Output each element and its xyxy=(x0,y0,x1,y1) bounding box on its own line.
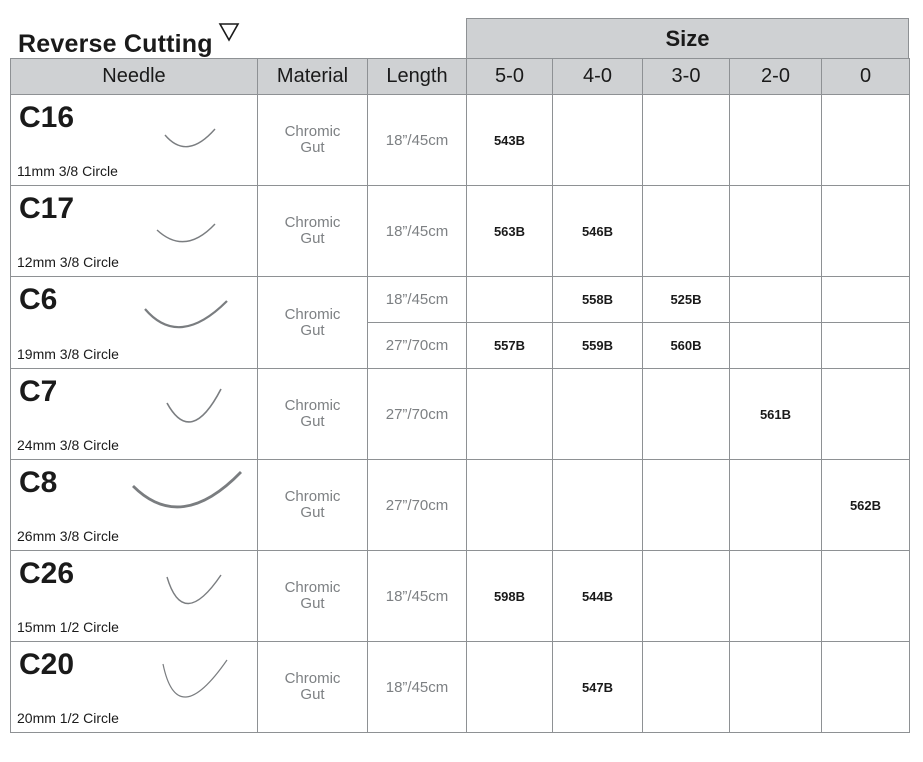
product-code-cell xyxy=(730,642,822,733)
table-row xyxy=(11,369,910,460)
table-row xyxy=(11,186,910,277)
title-text: Reverse Cutting xyxy=(18,30,213,58)
needle-cell xyxy=(11,186,258,277)
needle-spec: 24mm 3/8 Circle xyxy=(17,437,119,453)
product-code-cell: 546B xyxy=(553,186,643,277)
product-code-cell xyxy=(730,323,822,369)
length-cell: 27”/70cm xyxy=(368,460,467,551)
product-code-cell: 558B xyxy=(553,277,643,323)
product-code-cell: 598B xyxy=(467,551,553,642)
product-code-cell: 557B xyxy=(467,323,553,369)
needle-curve-icon xyxy=(161,569,227,613)
table-row xyxy=(11,551,910,642)
length-cell: 18”/45cm xyxy=(368,95,467,186)
needle-curve-icon xyxy=(161,385,227,431)
product-code-cell xyxy=(822,95,910,186)
product-code-cell: 547B xyxy=(553,642,643,733)
column-header-size: 3-0 xyxy=(643,59,730,95)
needle-code: C7 xyxy=(19,375,58,408)
section-title xyxy=(18,30,213,59)
product-code-cell xyxy=(467,277,553,323)
product-code-cell xyxy=(467,642,553,733)
product-code-cell xyxy=(643,95,730,186)
needle-curve-icon xyxy=(139,295,233,337)
product-code-cell: 563B xyxy=(467,186,553,277)
column-header-material: Material xyxy=(258,59,368,95)
product-code-cell xyxy=(553,460,643,551)
length-cell: 27”/70cm xyxy=(368,369,467,460)
material-cell: Chromic Gut xyxy=(258,551,368,642)
needle-spec: 12mm 3/8 Circle xyxy=(17,254,119,270)
needle-spec: 15mm 1/2 Circle xyxy=(17,619,119,635)
needle-cell xyxy=(11,95,258,186)
product-code-cell xyxy=(822,277,910,323)
needle-curve-icon xyxy=(157,656,233,706)
column-header-length: Length xyxy=(368,59,467,95)
needle-curve-icon xyxy=(159,123,221,155)
column-header-size: 0 xyxy=(822,59,910,95)
material-cell: Chromic Gut xyxy=(258,186,368,277)
product-code-cell: 525B xyxy=(643,277,730,323)
table-row xyxy=(11,277,910,323)
needle-cell xyxy=(11,642,258,733)
product-code-cell xyxy=(822,323,910,369)
length-cell: 27”/70cm xyxy=(368,323,467,369)
needle-code: C26 xyxy=(19,557,75,590)
length-cell: 18”/45cm xyxy=(368,551,467,642)
needle-spec: 26mm 3/8 Circle xyxy=(17,528,119,544)
product-code-cell xyxy=(730,186,822,277)
needle-code: C16 xyxy=(19,101,75,134)
size-header xyxy=(466,18,909,58)
product-code-cell xyxy=(553,95,643,186)
product-code-cell xyxy=(730,277,822,323)
needle-spec: 20mm 1/2 Circle xyxy=(17,710,119,726)
product-code-cell xyxy=(822,186,910,277)
column-header-size: 5-0 xyxy=(467,59,553,95)
column-header-needle: Needle xyxy=(11,59,258,95)
product-code-cell: 561B xyxy=(730,369,822,460)
material-cell: Chromic Gut xyxy=(258,95,368,186)
product-code-cell: 543B xyxy=(467,95,553,186)
product-table xyxy=(10,58,910,733)
product-code-cell xyxy=(643,551,730,642)
length-cell: 18”/45cm xyxy=(368,186,467,277)
product-code-cell xyxy=(730,460,822,551)
product-code-cell xyxy=(467,460,553,551)
needle-code: C17 xyxy=(19,192,75,225)
needle-spec: 11mm 3/8 Circle xyxy=(17,163,118,179)
material-cell: Chromic Gut xyxy=(258,460,368,551)
needle-cell xyxy=(11,551,258,642)
product-code-cell xyxy=(643,460,730,551)
column-header-size: 4-0 xyxy=(553,59,643,95)
length-cell: 18”/45cm xyxy=(368,277,467,323)
product-code-cell: 544B xyxy=(553,551,643,642)
needle-code: C8 xyxy=(19,466,58,499)
product-code-cell: 560B xyxy=(643,323,730,369)
table-row xyxy=(11,642,910,733)
needle-curve-icon xyxy=(151,218,221,250)
needle-curve-icon xyxy=(127,468,247,518)
product-code-cell xyxy=(467,369,553,460)
product-code-cell xyxy=(822,369,910,460)
product-code-cell xyxy=(643,369,730,460)
product-code-cell xyxy=(822,551,910,642)
product-code-cell xyxy=(643,186,730,277)
length-cell: 18”/45cm xyxy=(368,642,467,733)
product-code-cell xyxy=(822,642,910,733)
needle-cell xyxy=(11,460,258,551)
product-code-cell xyxy=(553,369,643,460)
table-row xyxy=(11,95,910,186)
product-code-cell: 559B xyxy=(553,323,643,369)
material-cell: Chromic Gut xyxy=(258,277,368,369)
needle-cell xyxy=(11,369,258,460)
reverse-cutting-triangle-icon xyxy=(218,22,240,42)
column-header-row xyxy=(11,59,910,95)
product-code-cell: 562B xyxy=(822,460,910,551)
needle-cell xyxy=(11,277,258,369)
needle-code: C6 xyxy=(19,283,58,316)
product-code-cell xyxy=(730,551,822,642)
size-header-text: Size xyxy=(665,25,710,51)
needle-spec: 19mm 3/8 Circle xyxy=(17,346,119,362)
product-code-cell xyxy=(643,642,730,733)
product-code-cell xyxy=(730,95,822,186)
column-header-size: 2-0 xyxy=(730,59,822,95)
material-cell: Chromic Gut xyxy=(258,369,368,460)
table-row xyxy=(11,460,910,551)
needle-code: C20 xyxy=(19,648,75,681)
material-cell: Chromic Gut xyxy=(258,642,368,733)
